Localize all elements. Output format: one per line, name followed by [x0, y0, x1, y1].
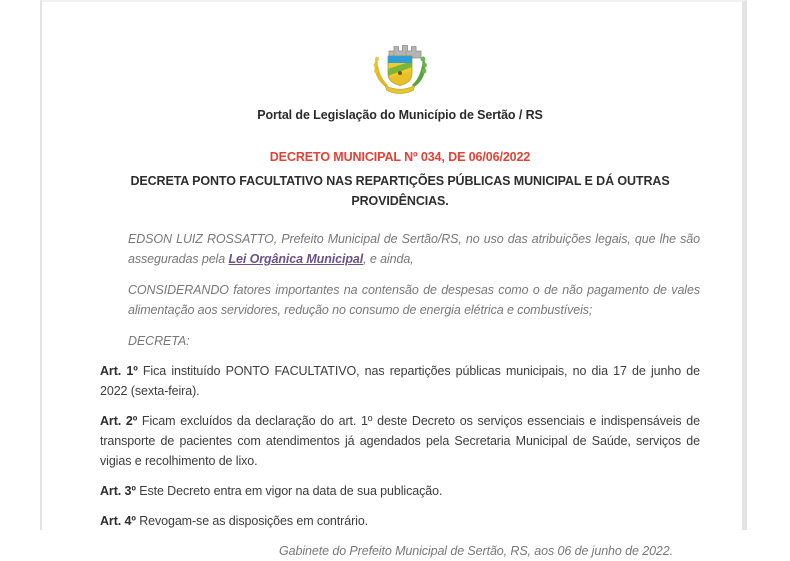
article-4 — [100, 511, 700, 531]
enacts-label: DECRETA: — [128, 334, 190, 348]
preamble-text-before-link: EDSON LUIZ ROSSATTO, Prefeito Municipal de Sertão/RS, no uso das atribuições legais, que lhe são asseguradas pela — [128, 232, 700, 266]
article-1 — [100, 361, 700, 401]
document-page — [40, 0, 747, 558]
preamble-text-after-link: , e ainda, — [363, 252, 414, 266]
decree-document — [42, 42, 742, 561]
decree-subtitle: DECRETA PONTO FACULTATIVO NAS REPARTIÇÕES PÚBLICAS MUNICIPAL E DÁ OUTRAS PROVIDÊNCIAS. — [130, 174, 670, 208]
crest-container — [100, 42, 700, 100]
signature-line: Gabinete do Prefeito Municipal de Sertão, RS, aos 06 de junho de 2022. — [279, 544, 673, 558]
article-4-text: Revogam-se as disposições em contrário. — [135, 514, 369, 528]
portal-title: Portal de Legislação do Município de Sertão / RS — [257, 108, 543, 122]
preamble-paragraph — [128, 229, 700, 269]
considerations-paragraph: CONSIDERANDO fatores importantes na contensão de despesas como o de não pagamento de vales alimentação aos servidores, redução no consumo de energia elétrica e combustíveis; — [128, 283, 700, 317]
article-1-label: Art. 1º — [100, 364, 138, 378]
article-3 — [100, 481, 700, 501]
decree-title: DECRETO MUNICIPAL Nº 034, DE 06/06/2022 — [269, 150, 531, 164]
article-3-label: Art. 3º — [100, 484, 136, 498]
article-2-label: Art. 2º — [100, 414, 138, 428]
municipal-coat-of-arms-icon — [361, 42, 439, 94]
article-3-text: Este Decreto entra em vigor na data de sua publicação. — [135, 484, 443, 498]
article-2 — [100, 411, 700, 471]
article-1-text: Fica instituído PONTO FACULTATIVO, nas repartições públicas municipais, no dia 17 de junho de 2022 (sexta-feira). — [100, 364, 700, 398]
article-4-label: Art. 4º — [100, 514, 136, 528]
organic-law-link[interactable]: Lei Orgânica Municipal — [228, 252, 364, 266]
article-2-text: Ficam excluídos da declaração do art. 1º deste Decreto os serviços essenciais e indispensáveis de transporte de pacientes com atendimentos já agendados pela Secretaria Municipal de Saúde, serviços de vigias e recolhimento de lixo. — [100, 414, 700, 468]
